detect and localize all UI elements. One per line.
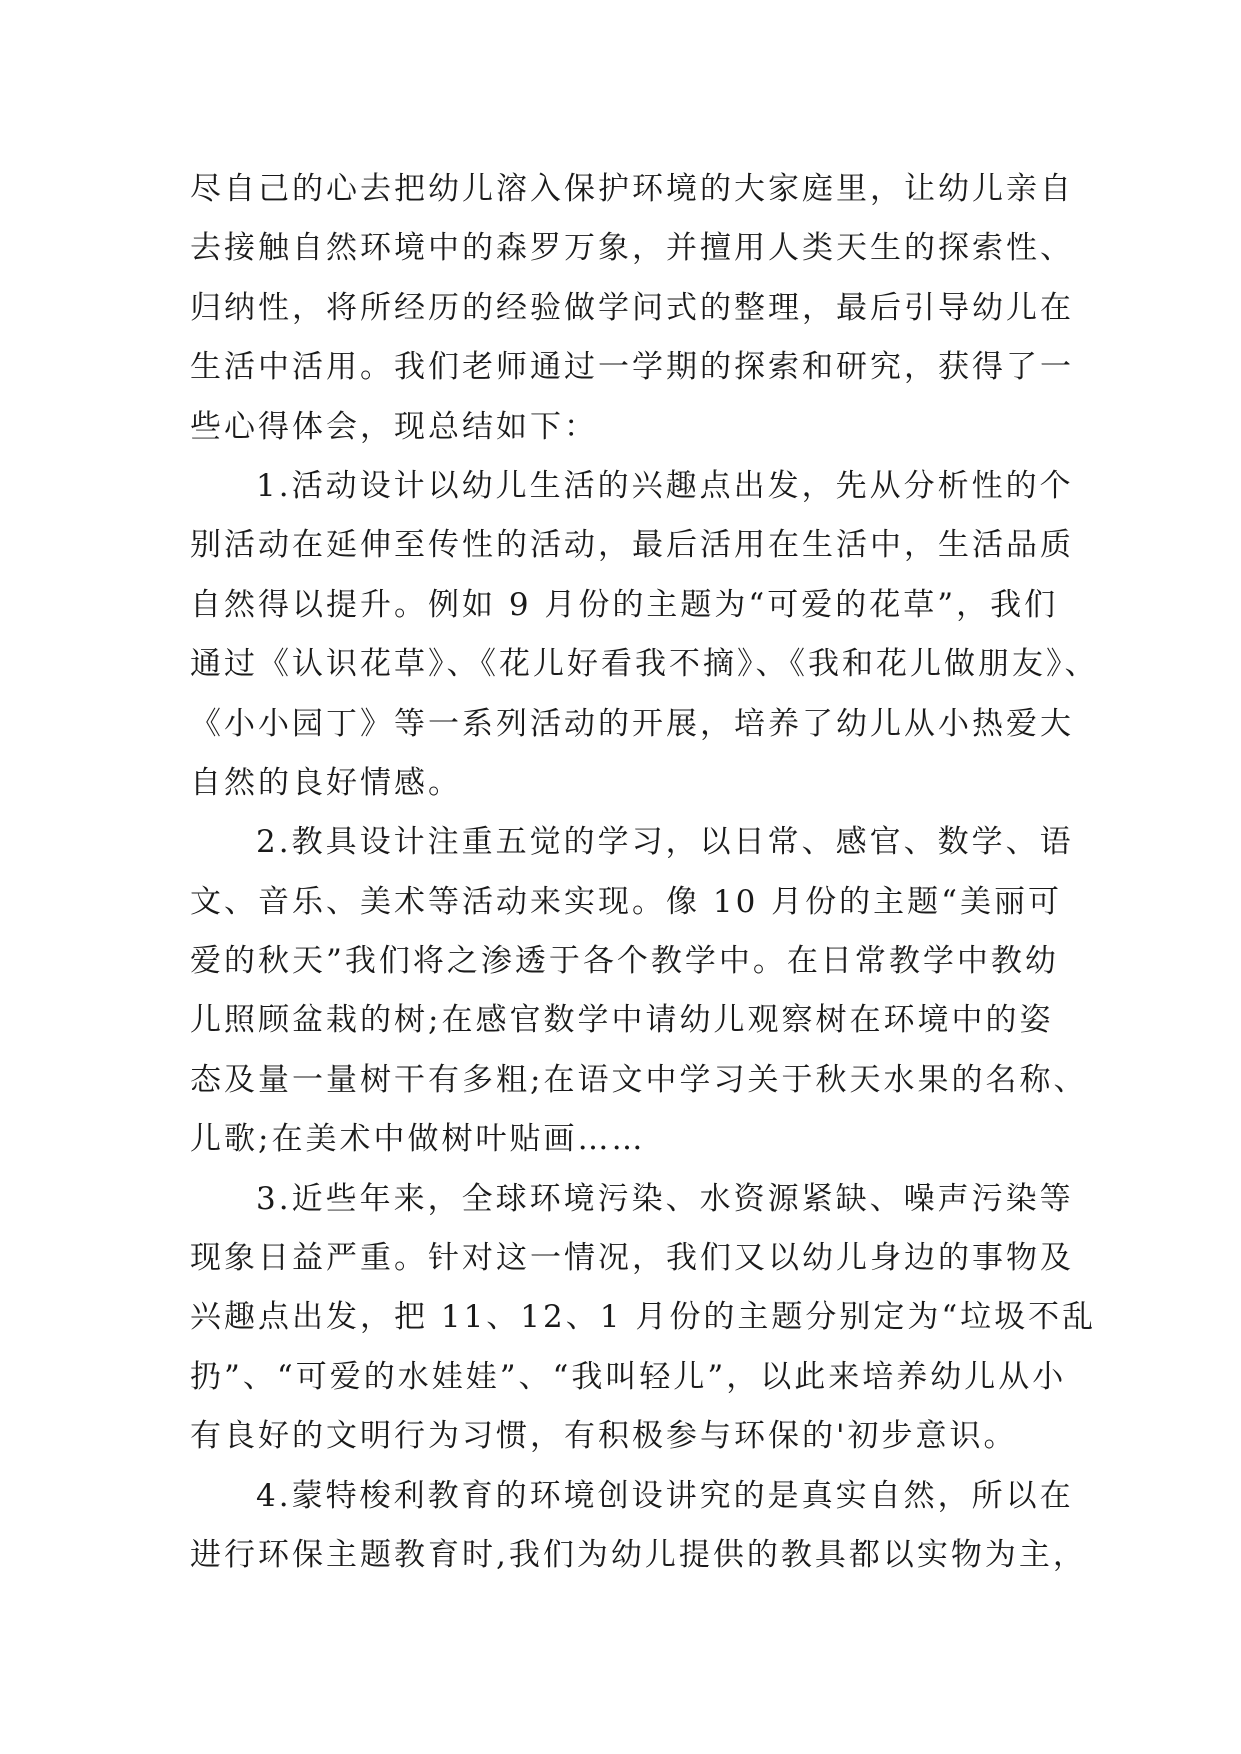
text-line: 自然得以提升。例如 9 月份的主题为“可爱的花草”，我们 bbox=[190, 586, 1059, 623]
text-line: 别活动在延伸至传性的活动，最后活用在生活中，生活品质 bbox=[190, 527, 1074, 564]
text-line: 3.近些年来，全球环境污染、水资源紧缺、噪声污染等 bbox=[256, 1180, 1074, 1217]
text-line: 文、音乐、美术等活动来实现。像 10 月份的主题“美丽可 bbox=[190, 883, 1062, 920]
text-line: 通过《认识花草》、《花儿好看我不摘》、《我和花儿做朋友》、 bbox=[190, 646, 1099, 683]
text-line: 现象日益严重。针对这一情况，我们又以幼儿身边的事物及 bbox=[190, 1240, 1074, 1277]
text-line: 扔”、“可爱的水娃娃”、“我叫轻儿”，以此来培养幼儿从小 bbox=[190, 1358, 1067, 1395]
text-line: 尽自己的心去把幼儿溶入保护环境的大家庭里，让幼儿亲自 bbox=[190, 171, 1074, 207]
text-line: 去接触自然环境中的森罗万象，并擅用人类天生的探索性、 bbox=[190, 230, 1074, 267]
text-line: 爱的秋天”我们将之渗透于各个教学中。在日常教学中教幼 bbox=[190, 943, 1059, 980]
text-line: 有良好的文明行为习惯，有积极参与环保的'初步意识。 bbox=[190, 1418, 1018, 1455]
body-text bbox=[190, 160, 1099, 1585]
text-line: 儿照顾盆栽的树;在感官数学中请幼儿观察树在环境中的姿 bbox=[190, 1002, 1054, 1039]
text-line: 1.活动设计以幼儿生活的兴趣点出发，先从分析性的个 bbox=[256, 467, 1074, 504]
text-line: 自然的良好情感。 bbox=[190, 764, 462, 801]
text-line: 态及量一量树干有多粗;在语文中学习关于秋天水果的名称、 bbox=[190, 1061, 1088, 1098]
text-line: 4.蒙特梭利教育的环境创设讲究的是真实自然，所以在 bbox=[256, 1477, 1074, 1514]
text-line: 儿歌;在美术中做树叶贴画…… bbox=[190, 1121, 646, 1158]
text-line: 兴趣点出发，把 11、12、1 月份的主题分别定为“垃圾不乱 bbox=[190, 1299, 1097, 1336]
text-line: 进行环保主题教育时,我们为幼儿提供的教具都以实物为主， bbox=[190, 1536, 1087, 1573]
text-line: 生活中活用。我们老师通过一学期的探索和研究，获得了一 bbox=[190, 349, 1074, 386]
text-line: 些心得体会，现总结如下： bbox=[190, 408, 598, 445]
text-line: 归纳性，将所经历的经验做学问式的整理，最后引导幼儿在 bbox=[190, 289, 1074, 326]
text-line: 《小小园丁》等一系列活动的开展，培养了幼儿从小热爱大 bbox=[190, 705, 1074, 742]
text-line: 2.教具设计注重五觉的学习，以日常、感官、数学、语 bbox=[256, 824, 1074, 861]
